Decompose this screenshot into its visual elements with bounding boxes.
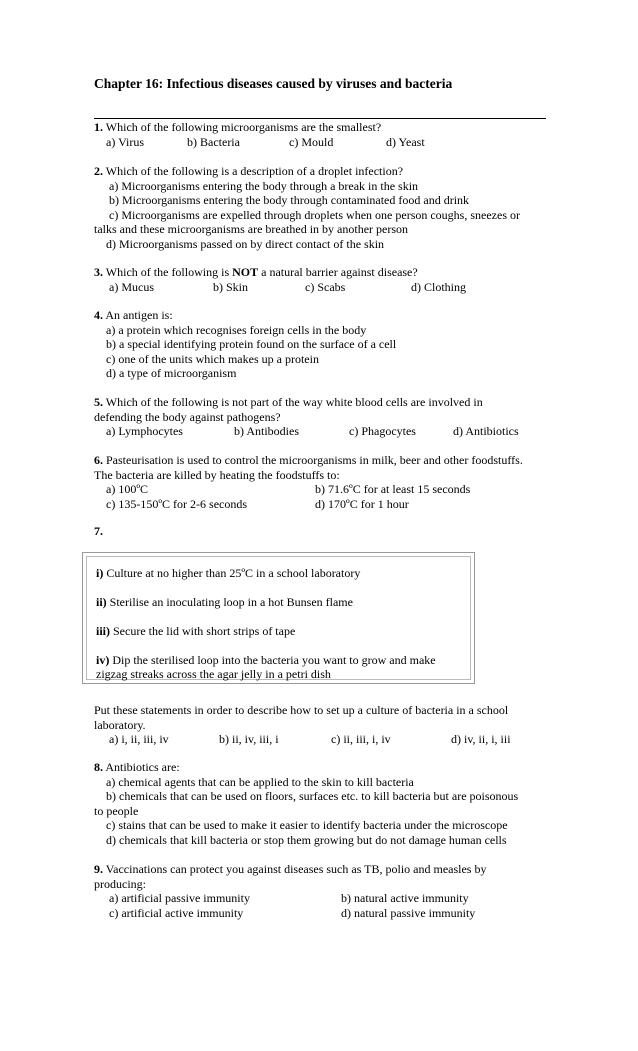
option-c: c) Microorganisms are expelled through droplets when one person coughs, sneezes or <box>109 207 520 222</box>
statement-ii: ii) Sterilise an inoculating loop in a hot Bunsen flame <box>96 595 353 609</box>
option-d: d) natural passive immunity <box>341 905 476 920</box>
question-text: An antigen is: <box>105 308 173 322</box>
option-a: a) a protein which recognises foreign cells in the body <box>106 322 367 337</box>
question-text-continued: laboratory. <box>94 717 146 732</box>
question-text: Which of the following is not part of the way white blood cells are involved in <box>105 395 483 409</box>
question-text: Pasteurisation is used to control the microorganisms in milk, beer and other foodstuffs. <box>106 453 523 467</box>
option-c: c) one of the units which makes up a protein <box>106 351 319 366</box>
option-c-continued: talks and these microorganisms are breathed in by another person <box>94 222 409 236</box>
question-7 <box>94 703 546 747</box>
question-number: 1. <box>94 120 103 134</box>
question-text-continued: defending the body against pathogens? <box>94 409 281 424</box>
option-b: b) Bacteria <box>187 134 240 149</box>
question-number: 9. <box>94 862 103 876</box>
question-1 <box>94 120 546 149</box>
option-b: b) chemicals that can be used on floors, surfaces etc. to kill bacteria but are poisonous <box>106 789 519 803</box>
options-row <box>94 891 546 906</box>
statement-i: i) Culture at no higher than 25ºC in a school laboratory <box>96 566 361 580</box>
question-6 <box>94 453 546 511</box>
option-d: d) Antibiotics <box>453 424 519 438</box>
option-d: d) Microorganisms passed on by direct contact of the skin <box>106 236 385 251</box>
question-text-continued: producing: <box>94 876 146 891</box>
option-b: b) ii, iv, iii, i <box>219 732 279 746</box>
question-2 <box>94 164 546 251</box>
question-9 <box>94 862 546 920</box>
option-b: b) a special identifying protein found on the surface of a cell <box>106 337 397 351</box>
options-row <box>94 482 546 497</box>
option-a: a) i, ii, iii, iv <box>109 732 169 746</box>
question-text-end: a natural barrier against disease? <box>261 265 418 279</box>
option-a: a) artificial passive immunity <box>109 891 250 905</box>
question-number: 8. <box>94 760 103 774</box>
option-a: a) chemical agents that can be applied to the skin to kill bacteria <box>106 774 414 789</box>
question-number: 6. <box>94 453 103 467</box>
option-c: c) Phagocytes <box>349 424 416 438</box>
question-text-continued: The bacteria are killed by heating the foodstuffs to: <box>94 467 340 482</box>
option-b: b) natural active immunity <box>341 891 469 905</box>
options-row <box>94 280 546 295</box>
option-c: c) Mould <box>289 134 334 149</box>
option-c: c) 135-150ºC for 2-6 seconds <box>106 496 248 511</box>
option-b-continued: to people <box>94 803 139 818</box>
question-text-start: Which of the following is <box>105 265 230 279</box>
options-row <box>94 906 546 921</box>
options-row <box>94 497 546 512</box>
option-b: b) 71.6ºC for at least 15 seconds <box>315 482 471 496</box>
option-c: c) stains that can be used to make it easier to identify bacteria under the microscope <box>106 818 508 832</box>
options-row <box>94 135 546 150</box>
question-text: Put these statements in order to describe how to set up a culture of bacteria in a school <box>94 703 509 717</box>
statement-iv: iv) Dip the sterilised loop into the bacteria you want to grow and make <box>96 653 436 667</box>
question-text: Antibiotics are: <box>105 760 180 774</box>
option-d: d) iv, ii, i, iii <box>451 732 511 746</box>
question-text: Which of the following is a description of a droplet infection? <box>105 164 404 178</box>
question-text: Which of the following microorganisms are the smallest? <box>105 120 382 134</box>
option-c: c) Scabs <box>305 279 346 294</box>
statements-box-inner <box>86 556 471 680</box>
option-d: d) 170ºC for 1 hour <box>315 496 409 511</box>
question-number: 3. <box>94 265 103 279</box>
option-a: a) Virus <box>106 134 145 149</box>
option-c: c) ii, iii, i, iv <box>331 732 391 746</box>
question-8 <box>94 760 546 847</box>
statement-iii: iii) Secure the lid with short strips of tape <box>96 624 296 638</box>
option-a: a) Lymphocytes <box>106 424 183 438</box>
question-text: Vaccinations can protect you against diseases such as TB, polio and measles by <box>105 862 487 876</box>
option-d: d) a type of microorganism <box>106 366 237 380</box>
options-row <box>94 732 546 747</box>
option-d: d) chemicals that kill bacteria or stop them growing but do not damage human cells <box>106 832 507 847</box>
option-a: a) 100ºC <box>106 482 149 496</box>
question-4 <box>94 308 546 381</box>
option-b: b) Microorganisms entering the body through contaminated food and drink <box>109 193 470 207</box>
option-c: c) artificial active immunity <box>109 905 244 920</box>
page-title: Chapter 16: Infectious diseases caused by viruses and bacteria <box>94 76 453 91</box>
question-number: 5. <box>94 395 103 409</box>
options-row <box>94 424 546 439</box>
question-number: 4. <box>94 308 103 322</box>
question-7-number: 7. <box>94 524 103 538</box>
question-5 <box>94 395 546 439</box>
statements-box <box>82 552 475 684</box>
title-divider <box>94 118 546 119</box>
option-b: b) Skin <box>213 279 249 294</box>
option-a: a) Microorganisms entering the body through a break in the skin <box>109 178 419 193</box>
option-b: b) Antibodies <box>234 424 299 438</box>
question-number: 2. <box>94 164 103 178</box>
question-text-emphasis: NOT <box>232 265 259 279</box>
option-a: a) Mucus <box>109 279 154 294</box>
statement-iv-continued: zigzag streaks across the agar jelly in a petri dish <box>96 667 331 681</box>
option-d: d) Yeast <box>386 134 425 149</box>
option-d: d) Clothing <box>411 279 467 294</box>
question-3 <box>94 265 546 294</box>
